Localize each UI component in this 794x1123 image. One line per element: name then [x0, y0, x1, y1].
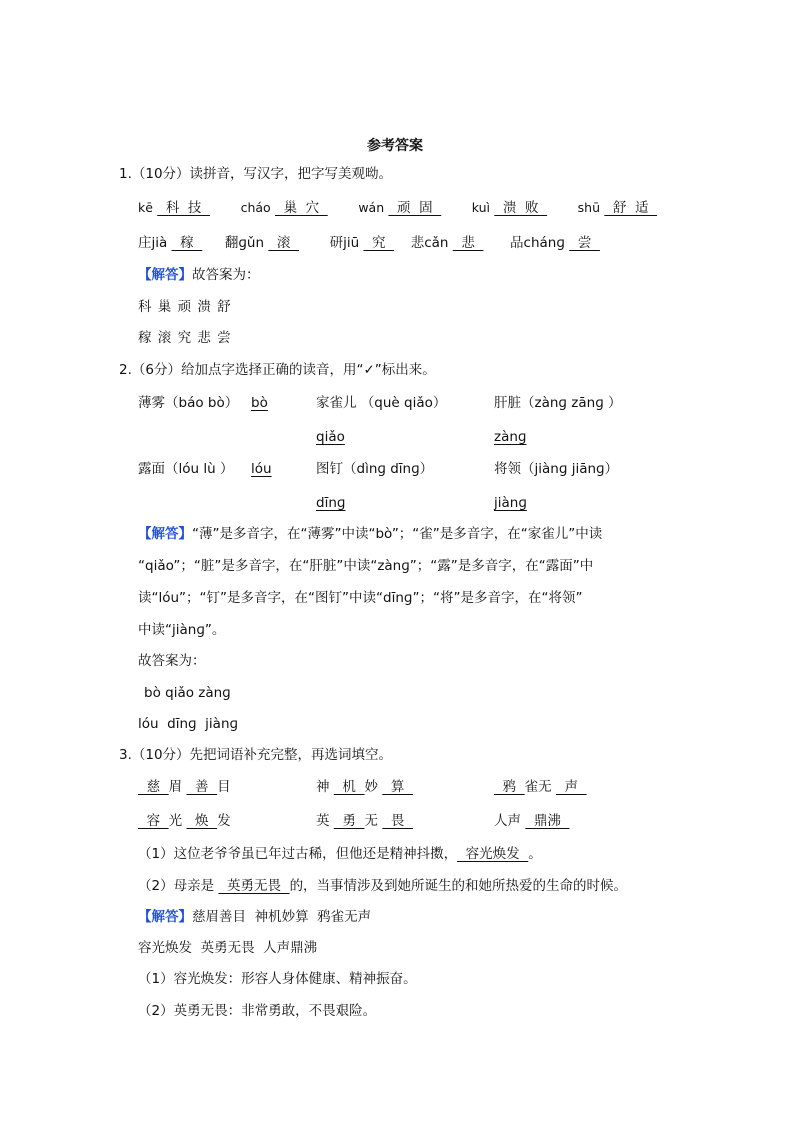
q1-prompt: 品chánɡ [510, 235, 565, 251]
q3-char: 雀无 [524, 779, 552, 795]
q2-header: 2.（6分）给加点字选择正确的读音，用“✓”标出来。 [119, 362, 436, 378]
q3-blank: 勇 [333, 813, 365, 829]
q1-prompt: 翻ɡǔn [224, 235, 265, 251]
q3-row1 [494, 777, 587, 797]
answer-line: 慈眉善目 神机妙算 鸦雀无声 [192, 909, 372, 925]
answer-tag: 【解答】 [138, 267, 192, 283]
q3-row2 [494, 811, 569, 831]
q1-prompt: 庄jià [138, 235, 168, 251]
q3-blank: 容 [138, 813, 169, 829]
q1-answer: 顽 固 [388, 200, 442, 216]
q1-prompt: 悲cǎn [410, 235, 449, 251]
q3-char: 英 [316, 813, 334, 829]
q2-solution-line: 中读“jiànɡ”。 [138, 622, 226, 638]
q1-pinyin: cháo [240, 200, 271, 215]
q3-char: 眉 [168, 779, 183, 795]
q3-blank: 声 [555, 779, 587, 795]
q3-char: 发 [217, 813, 231, 829]
q1-pinyin: kē [138, 200, 153, 215]
q3-blank: 算 [382, 779, 413, 795]
answer-tag: 【解答】 [138, 909, 192, 925]
q3-fill-sentence [138, 844, 542, 864]
q2-item-word: 图钉（dìnɡ dīnɡ） [316, 461, 434, 477]
q3-char: 神 [316, 779, 334, 795]
q1-pinyin: wán [358, 200, 385, 215]
q1-answer-line2: 稼 滚 究 悲 尝 [138, 330, 232, 346]
q3-blank: 慈 [138, 779, 169, 795]
q1-answer: 滚 [268, 235, 299, 251]
q2-item-answer: jiànɡ [494, 495, 527, 511]
q1-answer-line1: 科 巢 顽 溃 舒 [138, 299, 232, 315]
q1-header: 1.（10分）读拼音，写汉字，把字写美观呦。 [119, 166, 393, 182]
q3-fill-answer: 英勇无畏 [218, 878, 290, 894]
q2-solution-line: “qiǎo”；“脏”是多音字，在“肝脏”中读“zànɡ”；“露”是多音字，在“露面”中 [138, 558, 594, 574]
q2-solution-line [138, 524, 602, 544]
q3-row2 [316, 811, 413, 831]
q3-blank: 善 [186, 779, 218, 795]
q3-header: 3.（10分）先把词语补充完整，再选词填空。 [119, 747, 393, 763]
q3-fill-answer: 容光焕发 [457, 846, 529, 862]
sentence-text: 的，当事情涉及到她所诞生的和她所热爱的生命的时候。 [289, 878, 628, 894]
q3-row2 [138, 811, 231, 831]
q3-char: 妙 [364, 779, 378, 795]
q1-answer: 溃 败 [494, 200, 548, 216]
q2-item-answer: qiǎo [316, 429, 345, 445]
explain-text: “薄”是多音字，在“薄雾”中读“bò”；“雀”是多音字，在“家雀儿”中读 [192, 526, 603, 542]
q3-answer-line: （2）英勇无畏：非常勇敢，不畏艰险。 [138, 1003, 377, 1019]
q3-row1 [138, 777, 231, 797]
q3-answer-line: （1）容光焕发：形容人身体健康、精神振奋。 [138, 971, 417, 987]
q1-pinyin: kuì [471, 200, 491, 215]
q3-char: 人声 [494, 813, 526, 829]
q1-answer: 科 技 [157, 200, 210, 216]
q2-item-word: 薄雾（báo bò） [138, 395, 239, 411]
sentence-text: （2）母亲是 [138, 878, 219, 894]
q3-blank: 鸦 [494, 779, 525, 795]
sentence-text: （1）这位老爷爷虽已年过古稀，但他还是精神抖擞， [138, 846, 458, 862]
q3-blank: 鼎沸 [525, 813, 570, 829]
answer-tag: 【解答】 [138, 526, 192, 542]
q3-char: 光 [168, 813, 183, 829]
q1-pinyin: shū [577, 200, 601, 215]
page-title: 参考答案 [367, 138, 423, 154]
q1-answer: 究 [363, 235, 395, 251]
q2-item-answer: dīnɡ [316, 495, 346, 511]
q1-answer: 巢 穴 [274, 200, 328, 216]
q2-answer-line1: bò qiǎo zànɡ [144, 685, 231, 701]
answer-intro: 故答案为： [192, 267, 260, 283]
q3-answer-line: 容光焕发 英勇无畏 人声鼎沸 [138, 940, 318, 956]
q3-blank: 机 [333, 779, 365, 795]
q1-row1 [138, 198, 657, 218]
q2-solution-line: 读“lóu”；“钉”是多音字，在“图钉”中读“dīnɡ”；“将”是多音字，在“将领” [138, 590, 583, 606]
q2-item-answer: lóu [251, 461, 272, 477]
q2-item-word: 肝脏（zànɡ zānɡ ） [494, 395, 622, 411]
q1-solution [138, 265, 260, 285]
q2-answer-line2: lóu dīnɡ jiànɡ [138, 716, 239, 732]
q1-answer: 尝 [569, 235, 600, 251]
q3-blank: 畏 [382, 813, 413, 829]
q2-item-word: 露面（lóu lù ） [138, 461, 234, 477]
q2-item-answer: bò [251, 395, 268, 411]
q3-row1 [316, 777, 413, 797]
q3-char: 无 [364, 813, 378, 829]
q3-solution [138, 907, 371, 927]
q1-answer: 稼 [171, 235, 203, 251]
q1-answer: 舒 适 [604, 200, 658, 216]
sentence-text: 。 [528, 846, 542, 862]
q3-fill-sentence [138, 876, 627, 896]
q2-item-word: 家雀儿 （què qiǎo） [316, 395, 447, 411]
q2-item-answer: zànɡ [494, 429, 527, 445]
q2-item-word: 将领（jiànɡ jiānɡ） [494, 461, 619, 477]
q3-blank: 焕 [186, 813, 218, 829]
q1-row2 [138, 233, 600, 253]
q1-prompt: 研jiū [329, 235, 360, 251]
answer-intro: 故答案为： [138, 653, 206, 669]
q3-char: 目 [217, 779, 231, 795]
q1-answer: 悲 [452, 235, 484, 251]
